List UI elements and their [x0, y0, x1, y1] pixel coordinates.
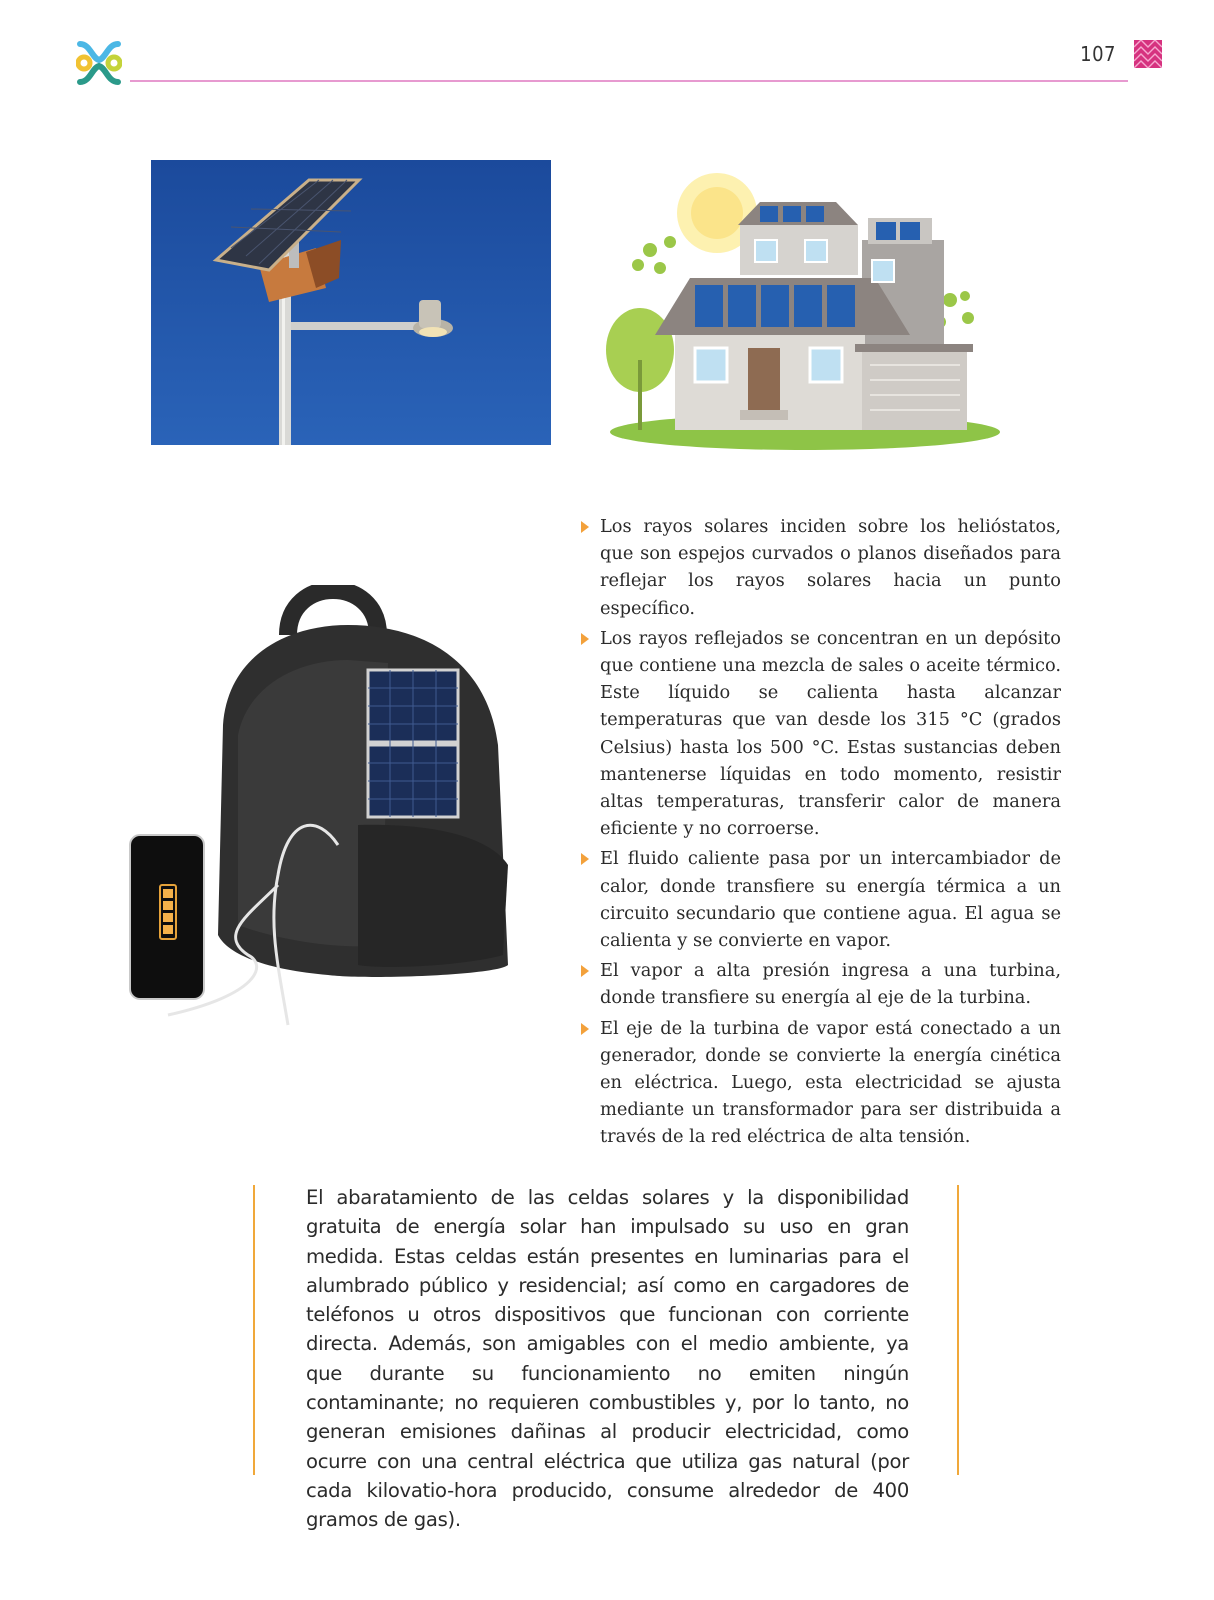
solar-backpack-phone-illustration — [128, 585, 528, 1045]
step-text: El fluido caliente pasa por un intercambiador de calor, donde transfiere su energía térmica a un circuito secundario que contiene agua. El agua se calienta y se convierte en vapor. — [600, 848, 1061, 952]
page-number: 107 — [1080, 42, 1116, 66]
list-item — [581, 513, 1061, 622]
list-item — [581, 845, 1061, 954]
pink-pattern-icon — [1134, 40, 1162, 68]
step-text: Los rayos reflejados se concentran en un depósito que contiene una mezcla de sales o aceite térmico. Este líquido se calienta hasta alcanzar temperaturas que van desde los 315 °C (grados Celsius) hasta los 500 °C. Estas sustancias deben mantenerse líquidas en todo momento, resistir altas temperaturas, transferir calor de manera eficiente y no corroerse. — [600, 627, 1061, 840]
summary-box-left-rule — [253, 1185, 255, 1475]
step-text: Los rayos solares inciden sobre los helióstatos, que son espejos curvados o planos diseñados para reflejar los rayos solares hacia un punto específico. — [600, 516, 1061, 619]
triangle-bullet-icon — [581, 1023, 589, 1035]
triangle-bullet-icon — [581, 521, 589, 533]
list-item — [581, 1015, 1061, 1151]
dna-knot-logo-icon — [76, 40, 122, 86]
triangle-bullet-icon — [581, 633, 589, 645]
triangle-bullet-icon — [581, 853, 589, 865]
header-rule — [130, 80, 1128, 82]
list-item — [581, 957, 1061, 1011]
solar-streetlight-photo — [151, 160, 551, 445]
process-steps-list — [581, 513, 1061, 1154]
step-text: El eje de la turbina de vapor está conectado a un generador, donde se convierte la energía cinética en eléctrica. Luego, esta electricidad se ajusta mediante un transformador para ser distribuida a través de la red eléctrica de alta tensión. — [600, 1017, 1061, 1148]
step-text: El vapor a alta presión ingresa a una turbina, donde transfiere su energía al eje de la turbina. — [600, 960, 1061, 1009]
solar-house-illustration — [600, 170, 1005, 450]
list-item — [581, 625, 1061, 843]
summary-paragraph: El abaratamiento de las celdas solares y la disponibilidad gratuita de energía solar han impulsado su uso en gran medida. Estas celdas están presentes en luminarias para el alumbrado público y residencial; así como en cargadores de teléfonos u otros dispositivos que funcionan con corriente directa. Además, son amigables con el medio ambiente, ya que durante su funcionamiento no emiten ningún contaminante; no requieren combustibles y, por lo tanto, no generan emisiones dañinas al producir electricidad, como ocurre con una central eléctrica que utiliza gas natural (por cada kilovatio-hora producido, consume alrededor de 400 gramos de gas). — [306, 1186, 909, 1532]
summary-box-right-rule — [957, 1185, 959, 1475]
triangle-bullet-icon — [581, 965, 589, 977]
